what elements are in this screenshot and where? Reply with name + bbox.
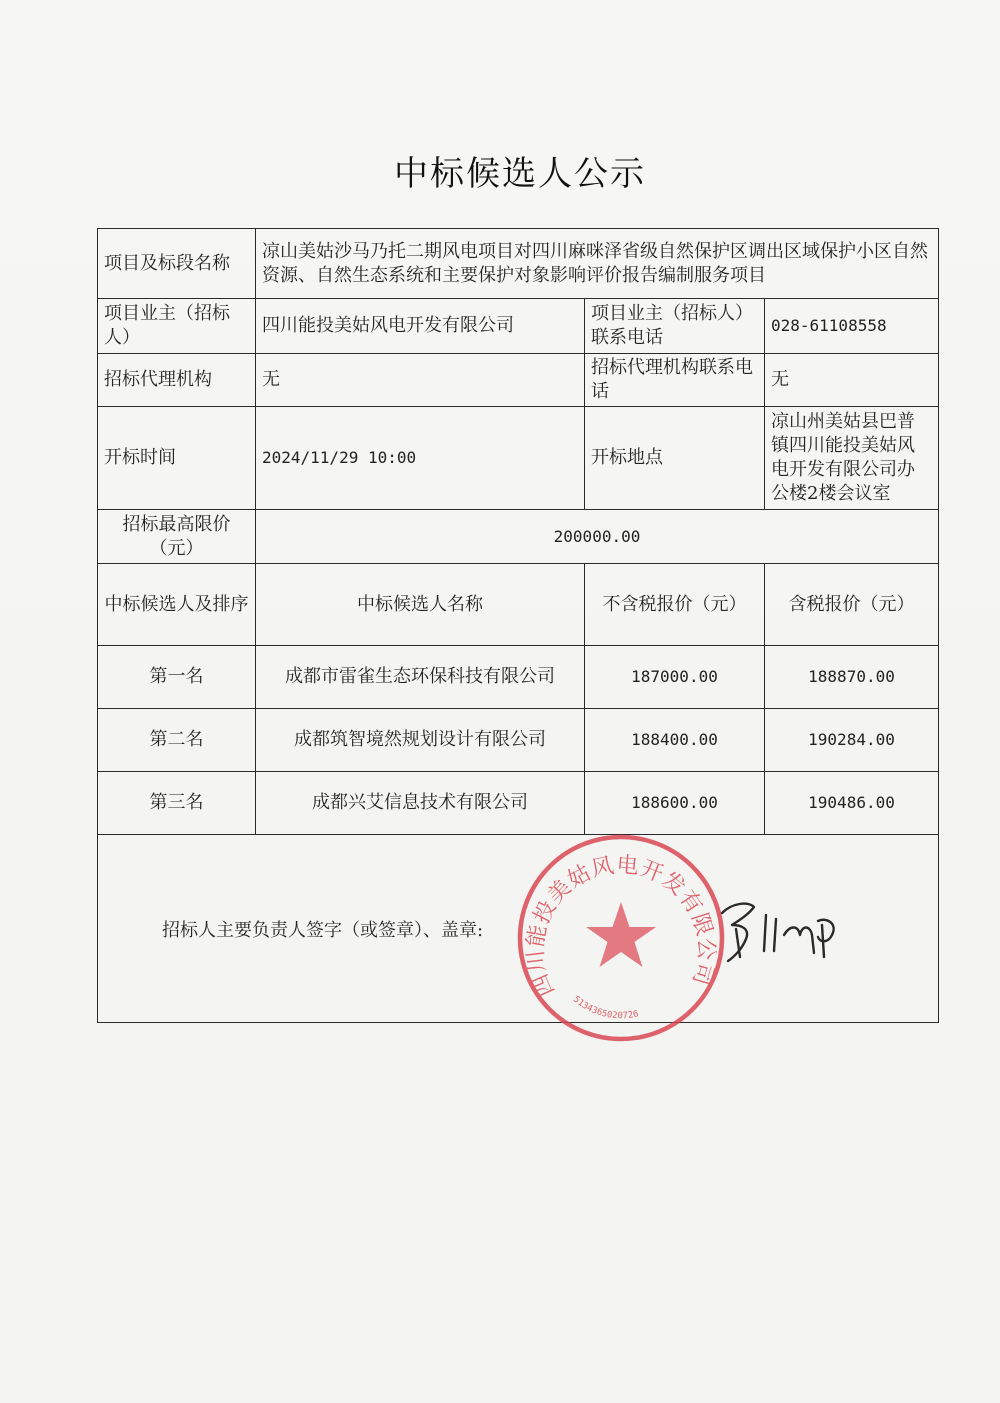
candidate-price-ex-tax: 187000.00 bbox=[585, 646, 765, 709]
max-price-label: 招标最高限价（元） bbox=[98, 510, 256, 564]
seal-number: 5134365020726 bbox=[571, 994, 640, 1022]
handwritten-signature-icon bbox=[718, 895, 848, 965]
agent-label: 招标代理机构 bbox=[98, 354, 256, 407]
agent-phone-label: 招标代理机构联系电话 bbox=[585, 354, 765, 407]
table-row bbox=[98, 709, 939, 772]
candidate-rank: 第一名 bbox=[98, 646, 256, 709]
agent-phone-value: 无 bbox=[765, 354, 939, 407]
header-rank: 中标候选人及排序 bbox=[98, 564, 256, 646]
table-row bbox=[98, 772, 939, 835]
candidate-price-ex-tax: 188600.00 bbox=[585, 772, 765, 835]
candidate-name: 成都兴艾信息技术有限公司 bbox=[256, 772, 585, 835]
candidates-header-row bbox=[98, 564, 939, 646]
header-price-ex-tax: 不含税报价（元） bbox=[585, 564, 765, 646]
candidate-rank: 第二名 bbox=[98, 709, 256, 772]
agent-value: 无 bbox=[256, 354, 585, 407]
candidate-name: 成都筑智境然规划设计有限公司 bbox=[256, 709, 585, 772]
candidate-price-inc-tax: 190486.00 bbox=[765, 772, 939, 835]
project-name-value: 凉山美姑沙马乃托二期风电项目对四川麻咪泽省级自然保护区调出区域保护小区自然资源、自然生态系统和主要保护对象影响评价报告编制服务项目 bbox=[256, 229, 939, 299]
table-row bbox=[98, 646, 939, 709]
seal-star-icon bbox=[586, 902, 656, 967]
owner-phone-label: 项目业主（招标人）联系电话 bbox=[585, 299, 765, 354]
open-place-label: 开标地点 bbox=[585, 407, 765, 510]
max-price-value: 200000.00 bbox=[256, 510, 939, 564]
svg-text:5134365020726 bbox=[571, 995, 640, 1022]
candidate-name: 成都市雷雀生态环保科技有限公司 bbox=[256, 646, 585, 709]
row-agent bbox=[98, 354, 939, 407]
header-name: 中标候选人名称 bbox=[256, 564, 585, 646]
open-place-value: 凉山州美姑县巴普镇四川能投美姑风电开发有限公司办公楼2楼会议室 bbox=[765, 407, 939, 510]
open-time-value: 2024/11/29 10:00 bbox=[256, 407, 585, 510]
row-max-price bbox=[98, 510, 939, 564]
owner-value: 四川能投美姑风电开发有限公司 bbox=[256, 299, 585, 354]
candidate-rank: 第三名 bbox=[98, 772, 256, 835]
project-name-label: 项目及标段名称 bbox=[98, 229, 256, 299]
seal-text: 四川能投美姑风电开发有限公司 bbox=[523, 852, 719, 1001]
header-price-inc-tax: 含税报价（元） bbox=[765, 564, 939, 646]
candidate-price-ex-tax: 188400.00 bbox=[585, 709, 765, 772]
candidate-price-inc-tax: 188870.00 bbox=[765, 646, 939, 709]
signature-label: 招标人主要负责人签字（或签章）、盖章: bbox=[162, 920, 484, 941]
owner-phone-value: 028-61108558 bbox=[765, 299, 939, 354]
row-owner bbox=[98, 299, 939, 354]
candidate-price-inc-tax: 190284.00 bbox=[765, 709, 939, 772]
open-time-label: 开标时间 bbox=[98, 407, 256, 510]
owner-label: 项目业主（招标人） bbox=[98, 299, 256, 354]
page-title: 中标候选人公示 bbox=[394, 154, 646, 194]
row-opening bbox=[98, 407, 939, 510]
company-seal-icon bbox=[515, 832, 727, 1044]
row-project-name bbox=[98, 229, 939, 299]
